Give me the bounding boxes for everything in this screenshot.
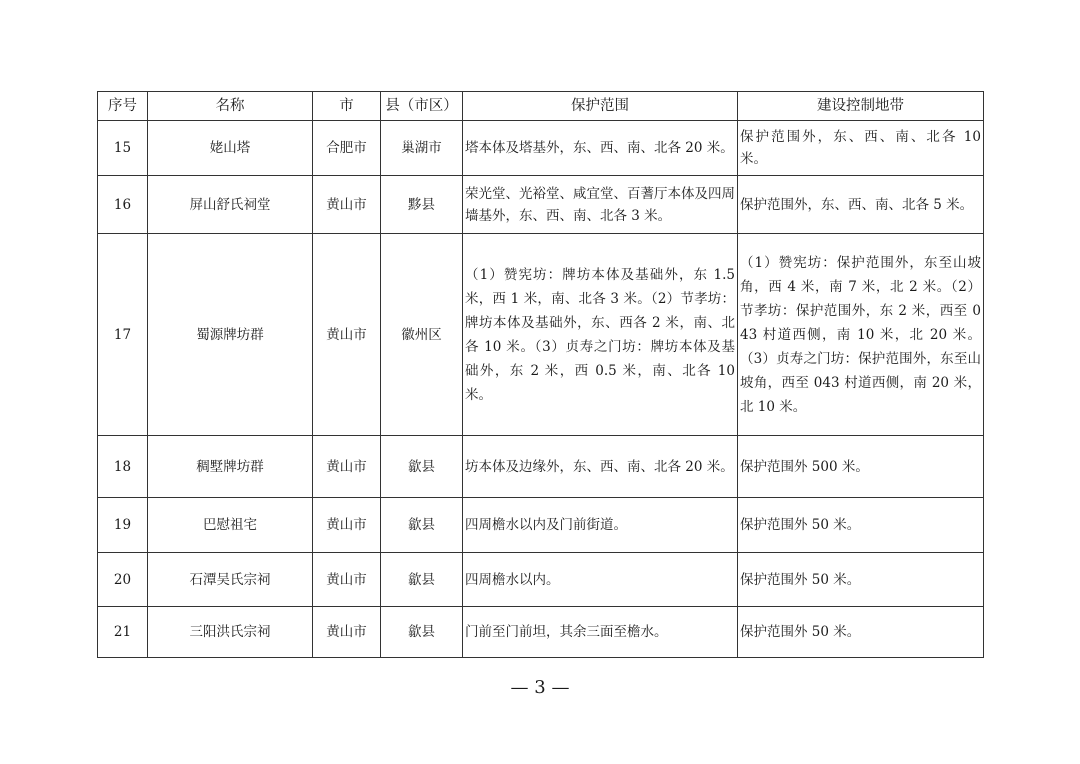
header-protection-range: 保护范围	[463, 92, 738, 121]
cell-protection-range: 坊本体及边缘外，东、西、南、北各 20 米。	[463, 436, 738, 498]
cell-protection-range: 门前至门前坦，其余三面至檐水。	[463, 607, 738, 658]
header-name: 名称	[148, 92, 313, 121]
cell-city: 黄山市	[313, 176, 381, 234]
cell-construction-control-zone: 保护范围外 50 米。	[738, 607, 984, 658]
cell-name: 屏山舒氏祠堂	[148, 176, 313, 234]
cell-protection-range: 荣光堂、光裕堂、咸宜堂、百蓍厅本体及四周墙基外，东、西、南、北各 3 米。	[463, 176, 738, 234]
header-city: 市	[313, 92, 381, 121]
cell-county: 歙县	[381, 553, 463, 607]
cell-county: 黟县	[381, 176, 463, 234]
cell-protection-range: 四周檐水以内及门前街道。	[463, 498, 738, 553]
cell-construction-control-zone: （1）赞宪坊：保护范围外，东至山坡角，西 4 米，南 7 米，北 2 米。（2）节孝坊：保护范围外，东 2 米，西至 043 村道西侧，南 10 米，北 20 米。（3）贞寿之门坊：保护范围外，东至山坡角，西至 043 村道西侧，南 20 米，北 10 米。	[738, 234, 984, 436]
cell-construction-control-zone: 保护范围外，东、西、南、北各 10 米。	[738, 121, 984, 176]
cell-serial-number: 19	[98, 498, 148, 553]
cell-construction-control-zone: 保护范围外 50 米。	[738, 553, 984, 607]
table-row	[98, 234, 984, 436]
table-row	[98, 553, 984, 607]
table-row	[98, 498, 984, 553]
cell-name: 巴慰祖宅	[148, 498, 313, 553]
header-serial-number: 序号	[98, 92, 148, 121]
table-row	[98, 436, 984, 498]
cell-county: 徽州区	[381, 234, 463, 436]
cell-county: 歙县	[381, 607, 463, 658]
header-construction-control-zone: 建设控制地带	[738, 92, 984, 121]
cell-name: 蜀源牌坊群	[148, 234, 313, 436]
cell-protection-range: 塔本体及塔基外，东、西、南、北各 20 米。	[463, 121, 738, 176]
cell-city: 黄山市	[313, 498, 381, 553]
cell-city: 黄山市	[313, 436, 381, 498]
cell-construction-control-zone: 保护范围外，东、西、南、北各 5 米。	[738, 176, 984, 234]
cell-city: 黄山市	[313, 607, 381, 658]
cell-county: 巢湖市	[381, 121, 463, 176]
cell-county: 歙县	[381, 436, 463, 498]
table-header-row	[98, 92, 984, 121]
cell-construction-control-zone: 保护范围外 500 米。	[738, 436, 984, 498]
cell-serial-number: 17	[98, 234, 148, 436]
table-row	[98, 121, 984, 176]
header-county: 县（市区）	[381, 92, 463, 121]
table-row	[98, 607, 984, 658]
cell-serial-number: 18	[98, 436, 148, 498]
cell-name: 石潭吴氏宗祠	[148, 553, 313, 607]
cell-serial-number: 21	[98, 607, 148, 658]
page-number: — 3 —	[510, 677, 570, 698]
cell-name: 三阳洪氏宗祠	[148, 607, 313, 658]
cell-serial-number: 15	[98, 121, 148, 176]
cell-county: 歙县	[381, 498, 463, 553]
cell-city: 合肥市	[313, 121, 381, 176]
cell-protection-range: （1）赞宪坊：牌坊本体及基础外，东 1.5 米，西 1 米，南、北各 3 米。（2）节孝坊：牌坊本体及基础外，东、西各 2 米，南、北各 10 米。（3）贞寿之门坊：牌坊本体及基础外，东 2 米，西 0.5 米，南、北各 10 米。	[463, 234, 738, 436]
heritage-protection-table	[97, 91, 984, 658]
cell-city: 黄山市	[313, 234, 381, 436]
cell-protection-range: 四周檐水以内。	[463, 553, 738, 607]
cell-construction-control-zone: 保护范围外 50 米。	[738, 498, 984, 553]
cell-name: 稠墅牌坊群	[148, 436, 313, 498]
table-row	[98, 176, 984, 234]
cell-name: 姥山塔	[148, 121, 313, 176]
cell-city: 黄山市	[313, 553, 381, 607]
cell-serial-number: 20	[98, 553, 148, 607]
cell-serial-number: 16	[98, 176, 148, 234]
